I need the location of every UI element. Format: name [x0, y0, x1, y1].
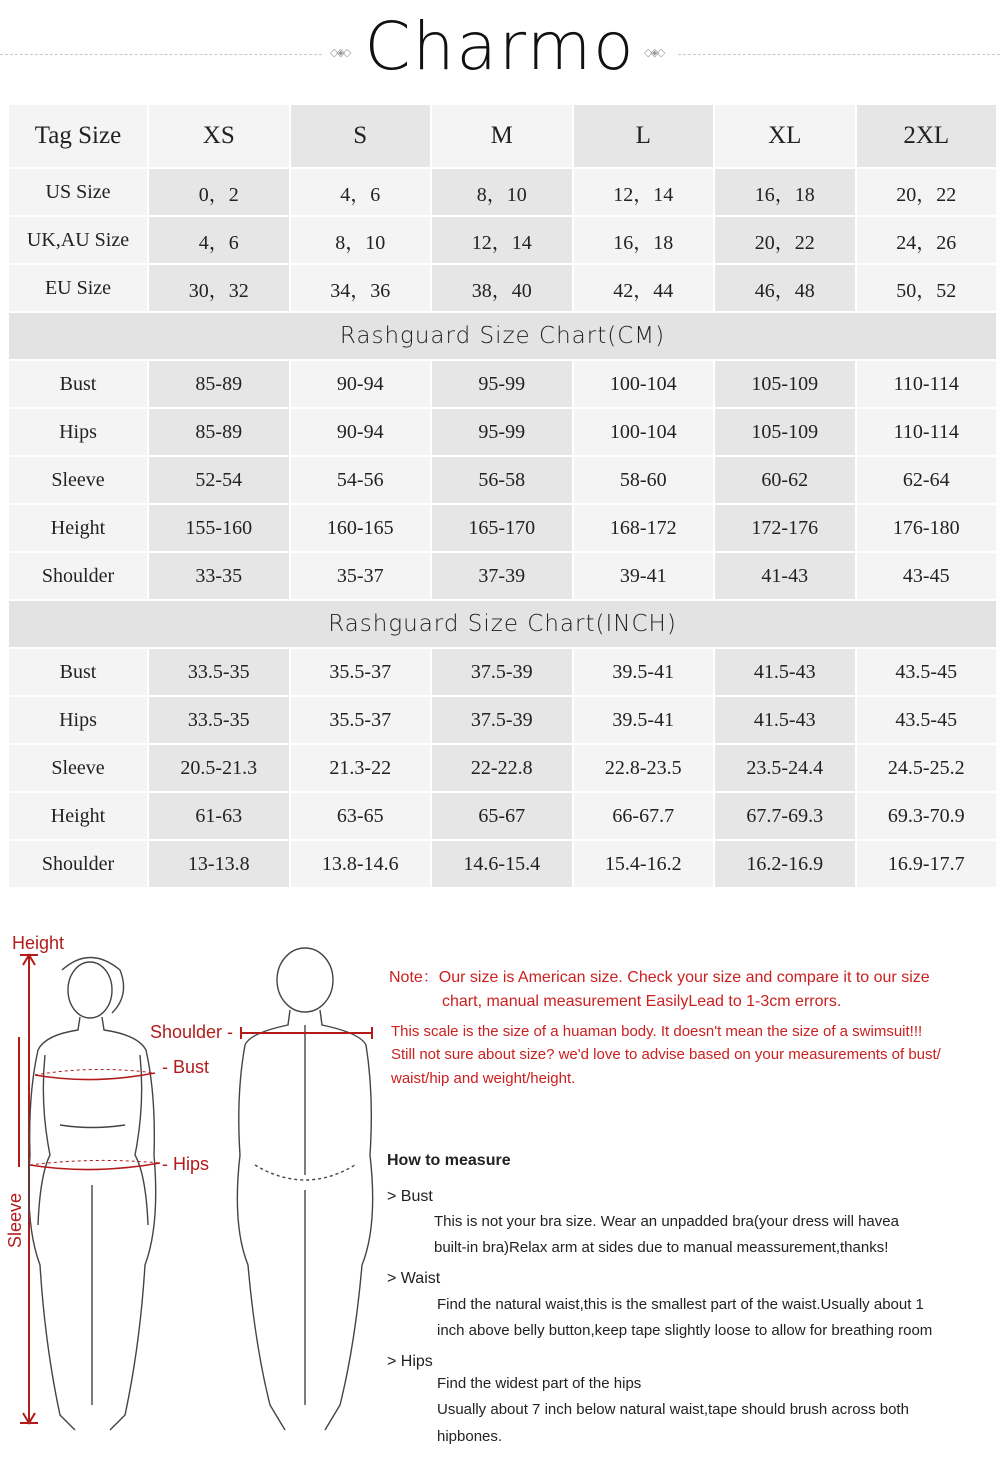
table-cell: 39.5-41	[573, 648, 715, 696]
row-label: UK,AU Size	[8, 216, 148, 264]
table-row	[8, 408, 997, 456]
bust-description-1: This is not your bra size. Wear an unpadded bra(your dress will havea	[434, 1213, 899, 1230]
bust-label: - Bust	[162, 1057, 210, 1077]
table-cell: 105-109	[714, 360, 856, 408]
height-label: Height	[12, 933, 65, 953]
table-cell: 62-64	[856, 456, 998, 504]
row-label: Height	[8, 504, 148, 552]
table-cell: 41.5-43	[714, 648, 856, 696]
size-header-cell: 2XL	[856, 104, 998, 168]
row-label: EU Size	[8, 264, 148, 312]
table-cell: 16，18	[714, 168, 856, 216]
table-cell: 43-45	[856, 552, 998, 600]
table-cell: 33.5-35	[148, 648, 290, 696]
waist-description-2: inch above belly button,keep tape slightly loose to allow for breathing room	[437, 1322, 933, 1339]
table-cell: 165-170	[431, 504, 573, 552]
table-cell: 39-41	[573, 552, 715, 600]
table-row	[8, 264, 997, 312]
note-line-1: Note：Our size is American size. Check your size and compare it to our size	[389, 969, 930, 986]
size-header-cell: S	[290, 104, 432, 168]
table-cell: 14.6-15.4	[431, 840, 573, 888]
size-header-cell: XS	[148, 104, 290, 168]
table-row	[8, 840, 997, 888]
table-cell: 30，32	[148, 264, 290, 312]
size-chart-table	[7, 103, 998, 889]
table-cell: 61-63	[148, 792, 290, 840]
table-row	[8, 456, 997, 504]
table-cell: 23.5-24.4	[714, 744, 856, 792]
table-cell: 46，48	[714, 264, 856, 312]
table-row	[8, 792, 997, 840]
table-cell: 60-62	[714, 456, 856, 504]
bust-heading: > Bust	[387, 1188, 433, 1205]
header	[0, 0, 1000, 100]
table-cell: 16.9-17.7	[856, 840, 998, 888]
table-cell: 66-67.7	[573, 792, 715, 840]
table-cell: 41.5-43	[714, 696, 856, 744]
table-cell: 52-54	[148, 456, 290, 504]
table-cell: 20，22	[856, 168, 998, 216]
table-cell: 8，10	[290, 216, 432, 264]
table-cell: 58-60	[573, 456, 715, 504]
row-label: Sleeve	[8, 744, 148, 792]
table-cell: 63-65	[290, 792, 432, 840]
table-cell: 90-94	[290, 408, 432, 456]
table-row	[8, 648, 997, 696]
table-cell: 4，6	[148, 216, 290, 264]
diamond-ornament-left: ◇◈◇	[330, 46, 350, 59]
hips-description-3: hipbones.	[437, 1428, 503, 1445]
row-label: Height	[8, 792, 148, 840]
table-cell: 176-180	[856, 504, 998, 552]
table-cell: 0，2	[148, 168, 290, 216]
table-cell: 38，40	[431, 264, 573, 312]
table-row	[8, 168, 997, 216]
table-cell: 105-109	[714, 408, 856, 456]
table-row	[8, 360, 997, 408]
inch-section-title-row	[8, 600, 997, 648]
table-cell: 39.5-41	[573, 696, 715, 744]
table-cell: 16，18	[573, 216, 715, 264]
table-cell: 67.7-69.3	[714, 792, 856, 840]
table-cell: 172-176	[714, 504, 856, 552]
bust-description-2: built-in bra)Relax arm at sides due to manual meassurement,thanks!	[434, 1239, 889, 1256]
table-cell: 37.5-39	[431, 648, 573, 696]
tag-size-header: Tag Size	[8, 104, 148, 168]
table-row	[8, 216, 997, 264]
table-row	[8, 504, 997, 552]
brand-logo: Charmo	[364, 8, 636, 85]
table-cell: 43.5-45	[856, 696, 998, 744]
table-cell: 20，22	[714, 216, 856, 264]
table-cell: 22-22.8	[431, 744, 573, 792]
table-cell: 21.3-22	[290, 744, 432, 792]
shoulder-label: Shoulder -	[150, 1022, 234, 1042]
table-row	[8, 552, 997, 600]
row-label: Hips	[8, 696, 148, 744]
table-cell: 13.8-14.6	[290, 840, 432, 888]
table-cell: 160-165	[290, 504, 432, 552]
table-cell: 24.5-25.2	[856, 744, 998, 792]
table-row	[8, 744, 997, 792]
table-cell: 155-160	[148, 504, 290, 552]
table-cell: 35-37	[290, 552, 432, 600]
hips-heading: > Hips	[387, 1353, 433, 1370]
table-cell: 15.4-16.2	[573, 840, 715, 888]
table-cell: 13-13.8	[148, 840, 290, 888]
table-cell: 16.2-16.9	[714, 840, 856, 888]
scale-note-line-1: This scale is the size of a huaman body. It doesn't mean the size of a swimsuit!!!	[391, 1023, 923, 1040]
size-header-cell: XL	[714, 104, 856, 168]
diamond-ornament-right: ◇◈◇	[644, 46, 664, 59]
table-cell: 100-104	[573, 360, 715, 408]
sleeve-label: Sleeve	[5, 1192, 26, 1249]
scale-note-line-3: waist/hip and weight/height.	[391, 1070, 576, 1087]
cm-section-title-row	[8, 312, 997, 360]
table-cell: 12，14	[573, 168, 715, 216]
table-cell: 22.8-23.5	[573, 744, 715, 792]
waist-description-1: Find the natural waist,this is the smallest part of the waist.Usually about 1	[437, 1296, 924, 1313]
table-cell: 65-67	[431, 792, 573, 840]
table-cell: 34，36	[290, 264, 432, 312]
row-label: Bust	[8, 648, 148, 696]
body-outline-illustration	[0, 925, 385, 1453]
table-cell: 168-172	[573, 504, 715, 552]
table-cell: 8，10	[431, 168, 573, 216]
table-cell: 12，14	[431, 216, 573, 264]
table-cell: 20.5-21.3	[148, 744, 290, 792]
table-cell: 54-56	[290, 456, 432, 504]
table-cell: 4，6	[290, 168, 432, 216]
table-cell: 41-43	[714, 552, 856, 600]
body-measurement-figure	[0, 925, 385, 1453]
table-cell: 24，26	[856, 216, 998, 264]
row-label: US Size	[8, 168, 148, 216]
row-label: Shoulder	[8, 552, 148, 600]
hips-description-1: Find the widest part of the hips	[437, 1375, 642, 1392]
table-cell: 33-35	[148, 552, 290, 600]
table-cell: 85-89	[148, 360, 290, 408]
table-cell: 110-114	[856, 360, 998, 408]
table-cell: 110-114	[856, 408, 998, 456]
table-cell: 95-99	[431, 408, 573, 456]
scale-note-line-2: Still not sure about size? we'd love to advise based on your measurements of bust/	[391, 1046, 941, 1063]
table-cell: 35.5-37	[290, 696, 432, 744]
row-label: Bust	[8, 360, 148, 408]
table-cell: 33.5-35	[148, 696, 290, 744]
table-cell: 100-104	[573, 408, 715, 456]
table-cell: 37-39	[431, 552, 573, 600]
table-cell: 85-89	[148, 408, 290, 456]
row-label: Sleeve	[8, 456, 148, 504]
table-header-row	[8, 104, 997, 168]
note-line-2: chart, manual measurement EasilyLead to 1-3cm errors.	[442, 993, 842, 1010]
table-cell: 69.3-70.9	[856, 792, 998, 840]
table-cell: 90-94	[290, 360, 432, 408]
cm-section-title: Rashguard Size Chart(CM)	[8, 312, 997, 360]
inch-section-title: Rashguard Size Chart(INCH)	[8, 600, 997, 648]
row-label: Shoulder	[8, 840, 148, 888]
table-cell: 50，52	[856, 264, 998, 312]
hips-description-2: Usually about 7 inch below natural waist,tape should brush across both	[437, 1401, 909, 1418]
waist-heading: > Waist	[387, 1270, 441, 1287]
divider-right	[678, 54, 1000, 55]
table-cell: 43.5-45	[856, 648, 998, 696]
table-row	[8, 696, 997, 744]
how-to-measure-title: How to measure	[387, 1152, 511, 1169]
table-cell: 95-99	[431, 360, 573, 408]
table-cell: 35.5-37	[290, 648, 432, 696]
size-header-cell: M	[431, 104, 573, 168]
table-cell: 56-58	[431, 456, 573, 504]
size-header-cell: L	[573, 104, 715, 168]
table-cell: 42，44	[573, 264, 715, 312]
table-cell: 37.5-39	[431, 696, 573, 744]
row-label: Hips	[8, 408, 148, 456]
hips-label: - Hips	[162, 1154, 210, 1174]
